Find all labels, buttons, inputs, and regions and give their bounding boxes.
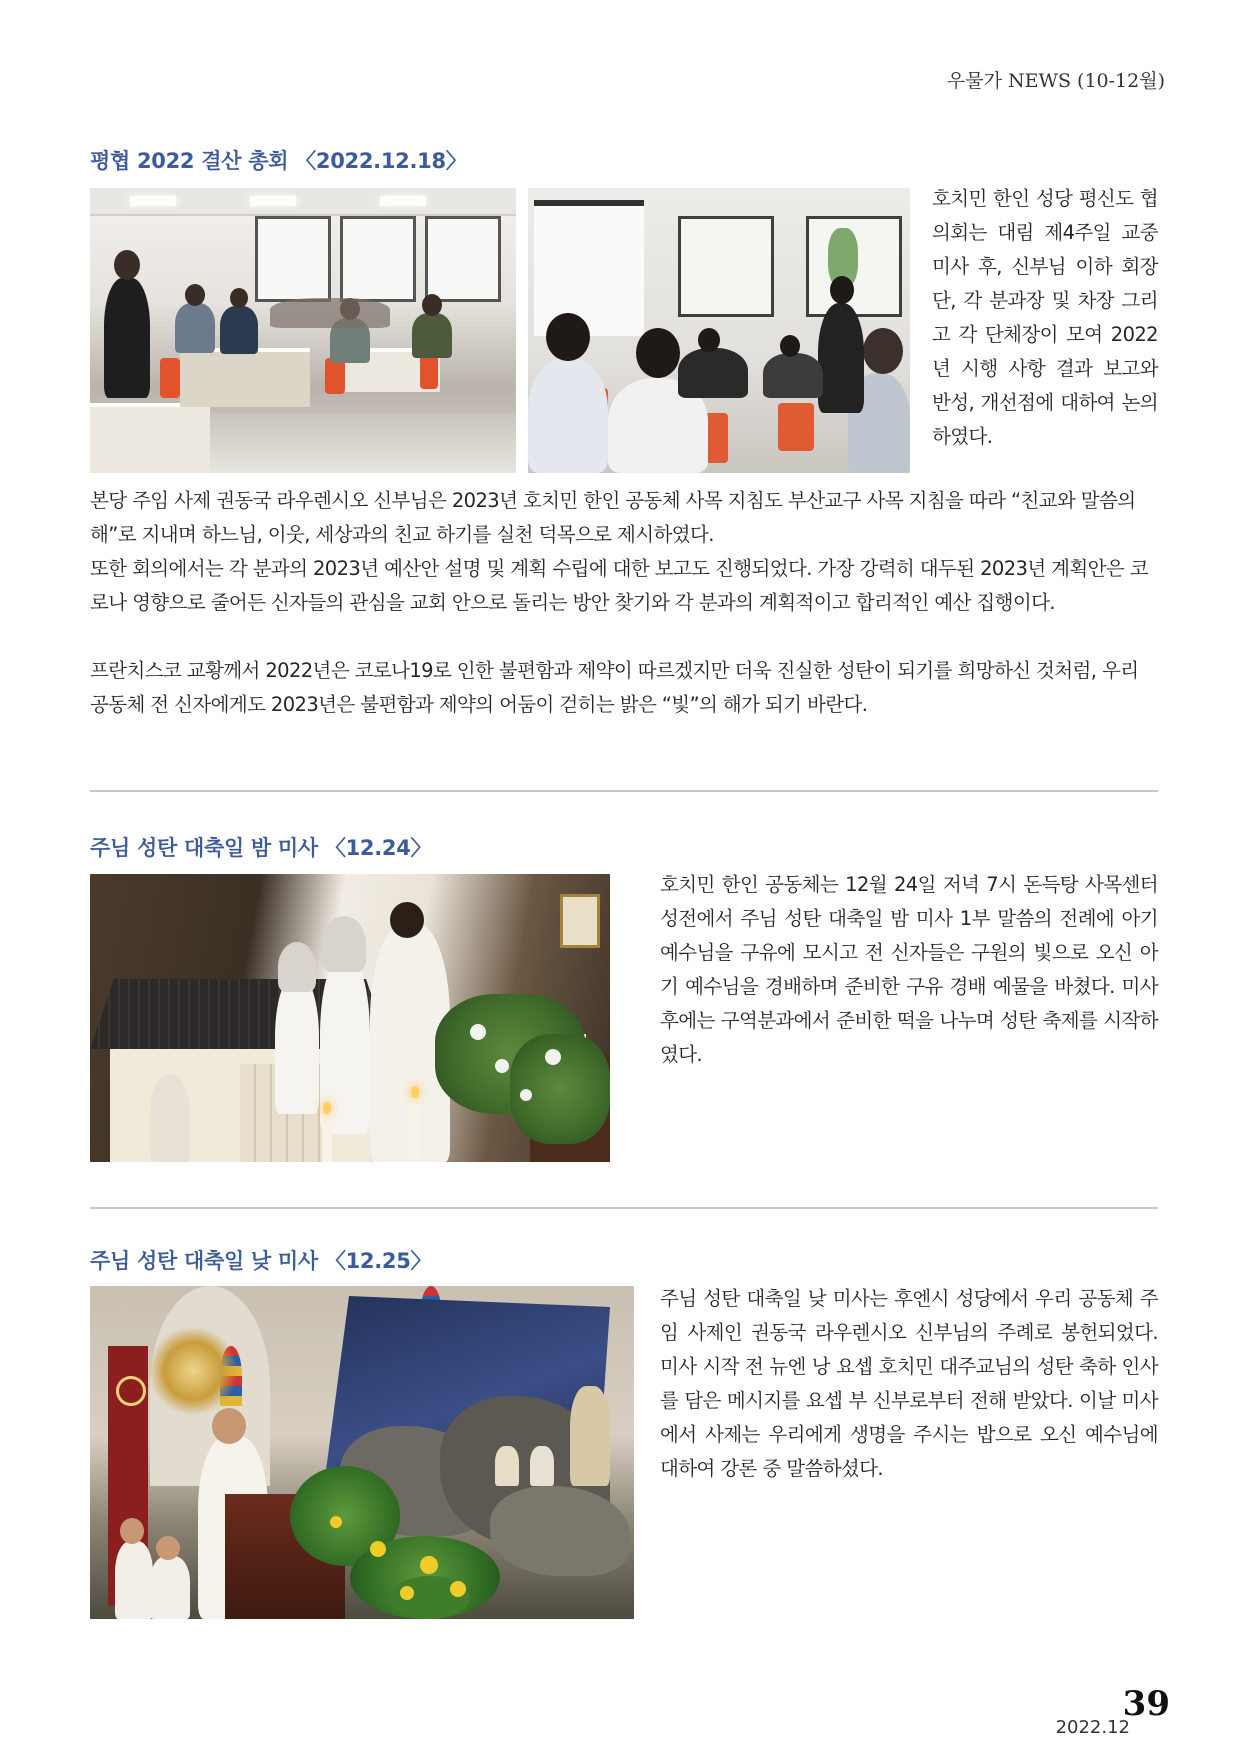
section-2-side-text: 호치민 한인 공동체는 12월 24일 저녁 7시 돈득탕 사목센터 성전에서 주님 성탄 대축일 밤 미사 1부 말씀의 전례에 아기 예수님을 구유에 모시고 전 신자들은 구원의 빛으로 오신 아기 예수님을 경배하며 준비한 구유 경배 예물을 바쳤다. 미사 후에는 구역분과에서 준비한 떡을 나누며 성탄 축제를 시작하였다. (660, 873, 1158, 1066)
meeting-photo-2 (528, 188, 910, 473)
section-divider (90, 790, 1158, 792)
section-1-paragraph: 프란치스코 교황께서 2022년은 코로나19로 인한 불편함과 제약이 따르겠지만 더욱 진실한 성탄이 되기를 희망하신 것처럼, 우리 공동체 전 신자에게도 2023년은 불편함과 제약의 어둠이 걷히는 밝은 “빛”의 해가 되기 바란다. (90, 659, 1139, 716)
night-mass-photo (90, 874, 610, 1162)
page-header: 우물가 NEWS (10-12월) (946, 70, 1165, 92)
section-title-christmas-night-mass: 주님 성탄 대축일 밤 미사 〈12.24〉 (90, 836, 432, 860)
section-1-paragraph: 또한 회의에서는 각 분과의 2023년 예산안 설명 및 계획 수립에 대한 보고도 진행되었다. 가장 강력히 대두된 2023년 계획안은 코로나 영향으로 줄어든 신자들의 관심을 교회 안으로 돌리는 방안 찾기와 각 분과의 계획적이고 합리적인 예산 집행이다. (90, 557, 1148, 614)
meeting-photo-1 (90, 188, 516, 473)
section-1-side-text: 호치민 한인 성당 평신도 협의회는 대림 제4주일 교중미사 후, 신부님 이하 회장단, 각 분과장 및 차장 그리고 각 단체장이 모여 2022년 시행 사항 결과 보고와 반성, 개선점에 대하여 논의 하였다. (932, 187, 1158, 448)
section-title-christmas-day-mass: 주님 성탄 대축일 낮 미사 〈12.25〉 (90, 1249, 432, 1273)
footer-date: 2022.12 (1055, 1717, 1130, 1738)
page-number: 39 (1122, 1684, 1170, 1724)
section-title-general-assembly: 평협 2022 결산 총회 〈2022.12.18〉 (90, 149, 467, 173)
section-1-paragraph: 본당 주임 사제 권동국 라우렌시오 신부님은 2023년 호치민 한인 공동체 사목 지침도 부산교구 사목 지침을 따라 “친교와 말씀의 해”로 지내며 하느님, 이웃, 세상과의 친교 하기를 실천 덕목으로 제시하였다. (90, 489, 1136, 546)
day-mass-photo (90, 1286, 634, 1619)
section-divider (90, 1207, 1158, 1209)
section-1-body (90, 484, 1158, 722)
section-3-side-text: 주님 성탄 대축일 낮 미사는 후엔시 성당에서 우리 공동체 주임 사제인 권동국 라우렌시오 신부님의 주례로 봉헌되었다. 미사 시작 전 뉴엔 낭 요셉 호치민 대주교님의 성탄 축하 인사를 담은 메시지를 요셉 부 신부로부터 전해 받았다. 이날 미사에서 사제는 우리에게 생명을 주시는 밥으로 오신 예수님에 대하여 강론 중 말씀하셨다. (660, 1287, 1158, 1480)
